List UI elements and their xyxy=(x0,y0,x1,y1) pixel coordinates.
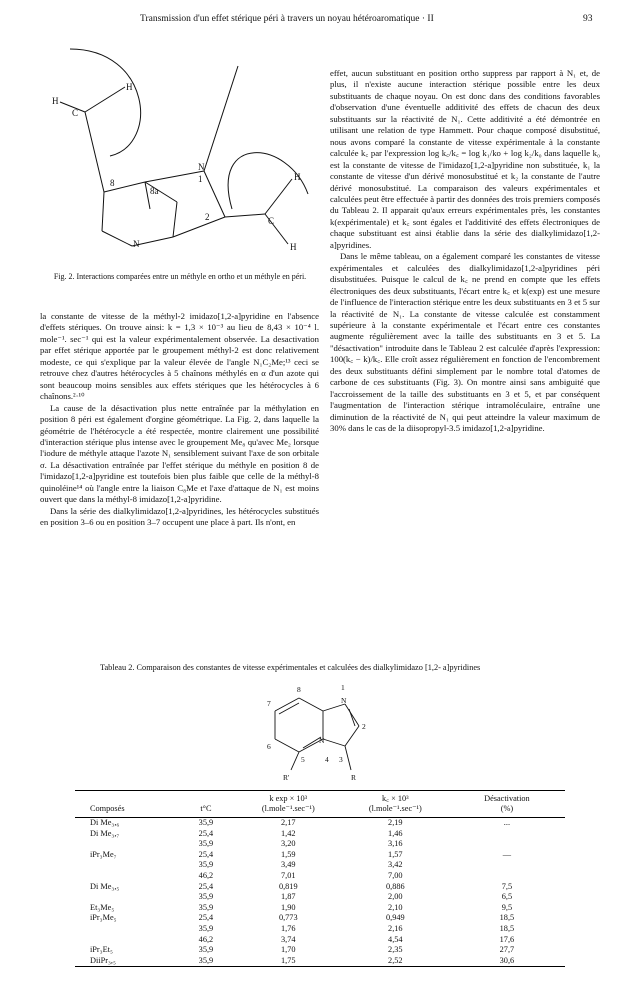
col-header-kexp: k exp × 10³ (l.mole⁻¹.sec⁻¹) xyxy=(235,791,342,818)
cell-deactivation: 6,5 xyxy=(501,892,513,902)
cell-kexp: 0,773 xyxy=(278,913,298,923)
cell-kexp: 3,20 xyxy=(281,839,296,849)
label-8: 8 xyxy=(110,178,115,188)
cell-compound: Di Me₃,₇ xyxy=(90,828,120,838)
cell-temperature: 25,4 xyxy=(198,913,214,923)
cell-temperature: 46,2 xyxy=(198,934,214,944)
cell-temperature: 35,9 xyxy=(198,902,214,912)
cell-kexp: 7,01 xyxy=(281,870,296,880)
cell-kc: 1,57 xyxy=(388,849,403,859)
table-row xyxy=(75,935,565,946)
struct-label-3: 3 xyxy=(339,755,343,764)
cell-kc: 2,10 xyxy=(388,902,403,912)
label-8a: 8a xyxy=(150,186,159,196)
cell-kc: 3,16 xyxy=(388,839,403,849)
cell-temperature: 25,4 xyxy=(198,828,214,838)
table-row xyxy=(75,871,565,882)
label-h2: H xyxy=(126,82,133,92)
label-n1: N xyxy=(198,162,205,172)
left-column xyxy=(40,311,319,529)
table-row xyxy=(75,839,565,850)
table-row xyxy=(75,913,565,924)
struct-label-5: 5 xyxy=(301,755,305,764)
table-row xyxy=(75,882,565,893)
cell-temperature: 35,9 xyxy=(198,860,214,870)
running-header xyxy=(0,14,624,30)
table-row xyxy=(75,818,565,829)
label-c2: C xyxy=(268,216,275,226)
cell-compound xyxy=(75,935,177,946)
cell-kc: 7,00 xyxy=(388,870,403,880)
cell-kexp: 1,75 xyxy=(235,956,342,967)
cell-compound: iPr₃Et₅ xyxy=(90,945,113,955)
table-row xyxy=(75,903,565,914)
struct-label-7: 7 xyxy=(267,699,271,708)
cell-compound xyxy=(75,839,177,850)
paragraph: La cause de la désactivation plus nette entraînée par la méthylation en position 8 péri est également d'orgine géométrique. La Fig. 2, dans laquelle la géométrie de l'hétérocycle a été respectée, montre clairement une possibilité d'interaction stérique plus intense avec le groupement Me₈ qu'avec Me₂ lorsque l'iodure de méthyle attaque l'azote N₁ sensiblement suivant l'axe de son orbitale σ. La désactivation entraînée par l'effet stérique du méthyle en position 8 de l'imidazo[1,2-a]pyridine est toutefois bien plus faible que celle de la méthyl-8 quinoléine¹⁴ où l'angle entre la liaison C₈Me et l'axe d'attaque de N₁ est moins ouvert que dans la méthyl-8 imidazo[1,2-a]pyridine. xyxy=(40,402,319,505)
paragraph: effet, aucun substituant en position ortho suppress par rapport à N₁ et, de plus, il n'existe aucune interaction stérique possible entre les deux substituants de chaque noyau. On est donc dans des conditions favorables d'observation d'une éventuelle additivité des effets de chacun des deux substituants sur la réactivité de N₁. Cette additivité a été démontrée en utilisant une relation de type Hammett. Pour chaque composé disubstitué, nous avons comparé la constante de vitesse expérimentale à la constante calculée k꜀ par l'expression log k꜀/k꜀ = log k₁/ko + log k₂/k₀ dans laquelle k₀ est la constante de vitesse de l'imidazo[1,2-a]pyridine non substituée, k₁ la constante de vitesse d'un dérivé monosubstitué et k₂ la constante de l'autre dérivé monosubstitué. La comparaison des valeurs expérimentales et calculées peut être effectuée à partir des données des trois premiers composés du Tableau 2. Il apparait qu'aux erreurs expérimentales près, les constantes k(expérimentale) et k꜀ sont égales et l'additivité des effets électroniques de chaque substituant est ainsi établie dans la série des dialkylimidazo[1,2-a]pyridines. xyxy=(330,68,600,250)
cell-temperature: 25,4 xyxy=(198,849,214,859)
table-row xyxy=(75,860,565,871)
page-number: 93 xyxy=(583,14,593,24)
cell-compound: Di Me₃,₆ xyxy=(90,818,120,827)
paragraph: Dans le même tableau, on a également comparé les constantes de vitesse expérimentales et calculées des dialkylimidazo[1,2-a]pyridines péri disubstituées. Puisque le calcul de k꜀ ne prend en compte que les effets électroniques des deux substituants, l'écart entre k꜀ et k(exp) est une mesure de l'influence de l'interaction stérique entre les deux substituants en 3 et 5 sur la réactivité de N₁. La constante de vitesse calculée est constamment supérieure à la constante expérimentale et l'écart entre ces constantes augmente régulièrement avec la taille des substituants en 3 et 5. La "désactivation" introduite dans le Tableau 2 est calculée d'après l'expression: 100(k꜀ − k)/k꜀. Elle croît assez régulièrement en fonction de l'encombrement des deux substituants défini simplement par le nombre total d'atomes de carbone de ces substituants (Fig. 3). On montre ainsi sans ambiguité que l'accroissement de la taille des substituants en 3 et 5, et par conséquent l'augmentation de l'interaction stérique intramoléculaire, entraîne une diminution de la réactivité de N₁ qui peut atteindre la valeur maximum de 30% dans le cas de la diisopropyl-3.5 imidazo[1,2-a]pyridine. xyxy=(330,251,600,434)
table-row xyxy=(75,924,565,935)
cell-kc: 0,949 xyxy=(385,913,405,923)
table-row xyxy=(75,829,565,840)
cell-deactivation: 18,5 xyxy=(499,913,515,923)
cell-temperature: 35,9 xyxy=(198,892,214,902)
col-header-kc: k꜀ × 10³ (l.mole⁻¹.sec⁻¹) xyxy=(342,791,449,818)
data-table xyxy=(75,790,565,967)
cell-compound xyxy=(75,871,177,882)
cell-deactivation: 18,5 xyxy=(499,923,515,933)
label-h1: H xyxy=(52,96,59,106)
struct-label-r-prime: R' xyxy=(283,773,290,782)
cell-compound xyxy=(75,924,177,935)
cell-deactivation xyxy=(449,871,565,882)
cell-temperature: 35,9 xyxy=(198,839,214,849)
cell-kc: 1,46 xyxy=(388,828,403,838)
table-row xyxy=(75,850,565,861)
cell-compound xyxy=(75,860,177,871)
cell-kc: 3,42 xyxy=(388,860,403,870)
table-row xyxy=(75,892,565,903)
cell-kexp: 3,49 xyxy=(281,860,296,870)
cell-kc: 2,19 xyxy=(388,818,403,827)
figure-caption: Fig. 2. Interactions comparées entre un méthyle en ortho et un méthyle en péri. xyxy=(53,272,307,281)
label-2: 2 xyxy=(205,212,210,222)
table-body xyxy=(75,818,565,967)
label-1: 1 xyxy=(198,174,203,184)
cell-deactivation: 7,5 xyxy=(501,881,513,891)
struct-label-4: 4 xyxy=(325,755,329,764)
struct-label-2: 2 xyxy=(362,722,366,731)
cell-kc: 2,16 xyxy=(388,923,403,933)
struct-label-r: R xyxy=(351,773,357,782)
cell-temperature: 35,9 xyxy=(198,923,214,933)
table-row xyxy=(75,945,565,956)
cell-deactivation: 17,6 xyxy=(499,934,515,944)
cell-kexp: 1,76 xyxy=(281,923,296,933)
struct-label-n-top: N xyxy=(341,696,347,705)
figure-2-diagram xyxy=(40,44,330,299)
cell-compound: iPr₃Me₇ xyxy=(90,849,117,859)
table-row xyxy=(75,956,565,967)
label-h4: H xyxy=(290,242,297,252)
cell-compound: Et₃Me₅ xyxy=(90,902,115,912)
label-c1: C xyxy=(72,108,79,118)
right-column xyxy=(330,68,600,435)
struct-label-1: 1 xyxy=(341,683,345,692)
label-n-bottom: N xyxy=(133,239,140,249)
cell-kexp: 3,74 xyxy=(281,934,296,944)
cell-kc: 2,00 xyxy=(388,892,403,902)
cell-kexp: 1,87 xyxy=(281,892,296,902)
struct-label-8: 8 xyxy=(297,685,301,694)
cell-kc: 2,35 xyxy=(388,945,403,955)
cell-deactivation xyxy=(449,839,565,850)
struct-label-6: 6 xyxy=(267,742,271,751)
cell-compound: iPr₃Me₅ xyxy=(90,913,117,923)
struct-label-n-mid: N xyxy=(319,736,325,745)
cell-compound: DiiPr₃,₅ xyxy=(75,956,177,967)
cell-kexp: 0,819 xyxy=(278,881,298,891)
cell-deactivation: 27,7 xyxy=(499,945,515,955)
table-caption: Tableau 2. Comparaison des constantes de vitesse expérimentales et calculées des dialkylimidazo [1,2- a]pyridines xyxy=(100,663,481,672)
cell-kexp: 1,90 xyxy=(281,902,296,912)
paragraph: la constante de vitesse de la méthyl-2 imidazo[1,2-a]pyridine en l'absence d'effets stériques. On trouve ainsi: k = 1,3 × 10⁻³ au lieu de 8,43 × 10⁻⁴ l. mole⁻¹. sec⁻¹ qui est la valeur expérimentalement observée. La desactivation par effet stérique apportée par le groupement méthyl-2 est donc relativement modeste, ce qui s'explique par la valeur élevée de l'angle N₁C₂Me;¹³ ceci se retrouve chez d'autres hétérocycles à 5 chaînons méthylés en α d'un azote qui sont beaucoup moins sensibles aux effets stériques que les hétérocycles à 6 chaînons.²·¹⁰ xyxy=(40,311,319,402)
cell-kexp: 2,17 xyxy=(281,818,296,827)
cell-temperature: 35,9 xyxy=(177,956,235,967)
cell-deactivation: — xyxy=(502,849,512,859)
running-title: Transmission d'un effet stérique péri à travers un noyau hétéroaromatique · II xyxy=(140,14,434,24)
cell-temperature: 35,9 xyxy=(198,945,214,955)
cell-temperature: 46,2 xyxy=(198,870,214,880)
cell-temperature: 25,4 xyxy=(198,881,214,891)
cell-deactivation xyxy=(449,829,565,840)
cell-deactivation: 30,6 xyxy=(449,956,565,967)
cell-compound: Di Me₃,₅ xyxy=(90,881,120,891)
cell-deactivation xyxy=(449,860,565,871)
imidazopyridine-structure xyxy=(255,676,375,784)
cell-kexp: 1,42 xyxy=(281,828,296,838)
col-header-temperature: t°C xyxy=(177,791,235,818)
paragraph: Dans la série des dialkylimidazo[1,2-a]pyridines, les hétérocycles substitués en position 3–6 ou en position 3–7 occupent une place à part. Ils n'ont, en xyxy=(40,505,319,528)
cell-temperature: 35,9 xyxy=(198,818,214,827)
cell-compound xyxy=(75,892,177,903)
label-h3: H xyxy=(294,172,301,182)
cell-kc: 0,886 xyxy=(385,881,405,891)
cell-kexp: 1,59 xyxy=(281,849,296,859)
col-header-compounds: Composés xyxy=(75,791,177,818)
cell-deactivation: 9,5 xyxy=(501,902,513,912)
col-header-deactivation: Désactivation (%) xyxy=(449,791,565,818)
cell-kc: 4,54 xyxy=(388,934,403,944)
cell-kc: 2,52 xyxy=(342,956,449,967)
cell-deactivation: ... xyxy=(503,818,511,827)
cell-kexp: 1,70 xyxy=(281,945,296,955)
